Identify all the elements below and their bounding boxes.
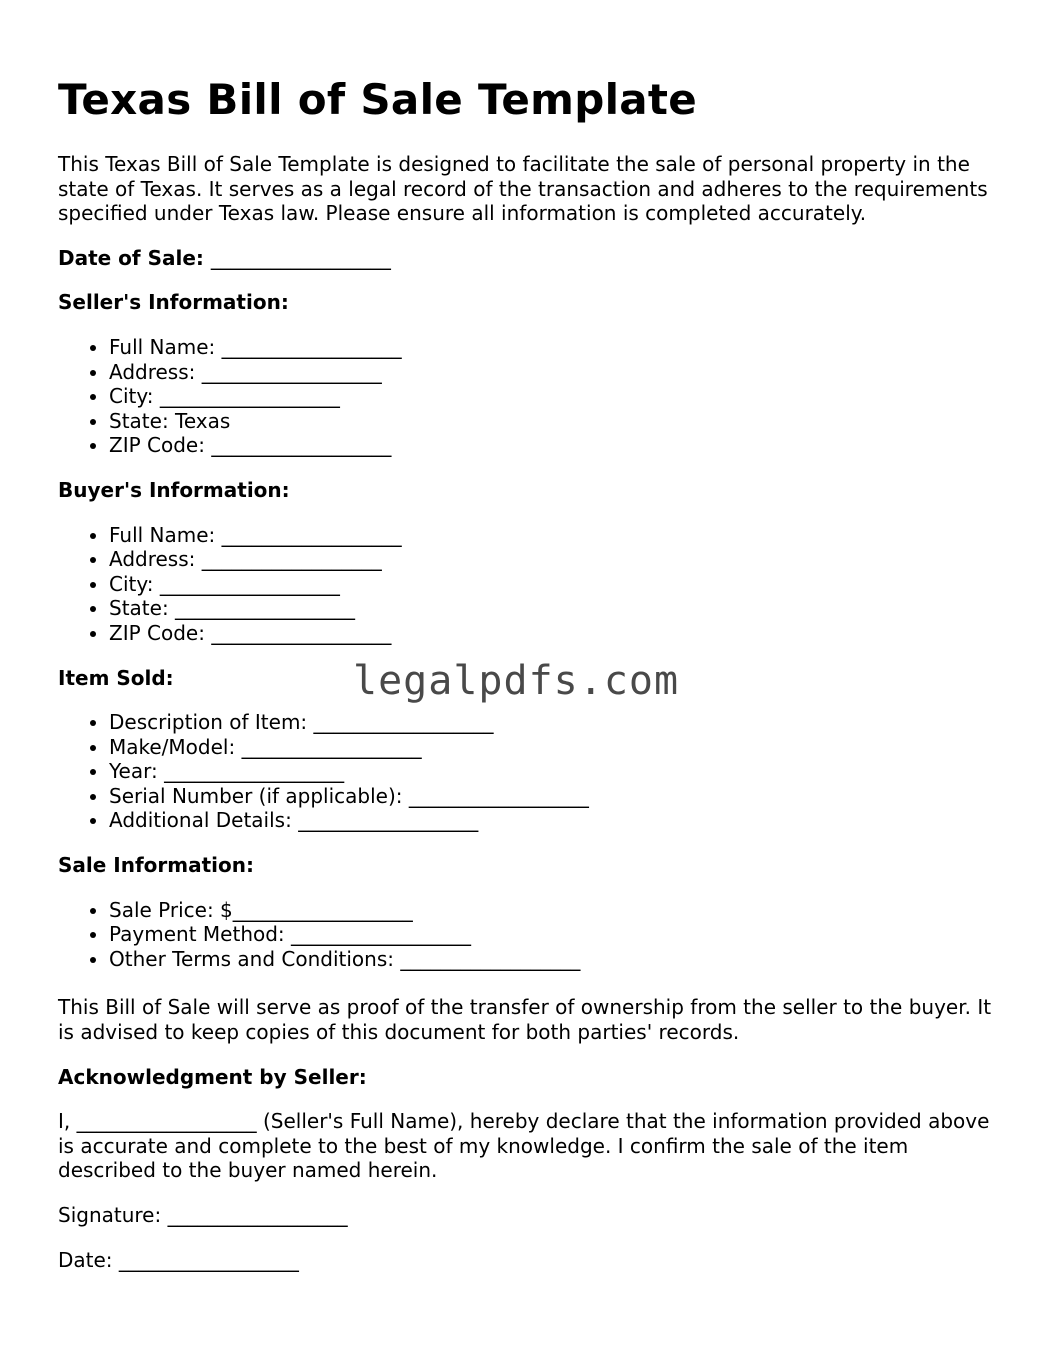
buyer-list [58, 523, 998, 646]
date-of-sale-line [58, 246, 998, 271]
signature-line: Signature: __________________ [58, 1203, 348, 1227]
seller-heading: Seller's Information: [58, 290, 289, 315]
watermark-text: legalpdfs.com [353, 658, 680, 704]
document-page [58, 0, 998, 1272]
intro-paragraph: This Texas Bill of Sale Template is designed to facilitate the sale of personal property in the state of Texas. It serves as a legal record of the transaction and adheres to the requirements specified under Texas law. Please ensure all information is completed accurately. [58, 152, 988, 226]
date-of-sale-blank: __________________ [210, 245, 391, 270]
date-of-sale-label: Date of Sale: [58, 245, 204, 270]
proof-paragraph: This Bill of Sale will serve as proof of the transfer of ownership from the seller to the buyer. It is advised to keep copies of this document for both parties' records. [58, 995, 992, 1045]
buyer-address: • Address: __________________ [109, 547, 998, 572]
other-terms: • Other Terms and Conditions: __________________ [109, 947, 998, 972]
acknowledgment-text: I, __________________ (Seller's Full Name), hereby declare that the information provided above is accurate and complete to the best of my knowledge. I confirm the sale of the item described to the buyer named herein. [58, 1109, 990, 1183]
buyer-zip: • ZIP Code: __________________ [109, 621, 998, 646]
buyer-state: • State: __________________ [109, 596, 998, 621]
seller-city: • City: __________________ [109, 384, 998, 409]
date-line: Date: __________________ [58, 1247, 299, 1272]
seller-zip: • ZIP Code: __________________ [109, 433, 998, 458]
seller-full-name: • Full Name: __________________ [109, 335, 998, 360]
document-title: Texas Bill of Sale Template [58, 75, 698, 124]
item-sold-heading: Item Sold: [58, 665, 174, 690]
item-additional-details: • Additional Details: __________________ [109, 808, 998, 833]
acknowledgment-heading: Acknowledgment by Seller: [58, 1064, 367, 1089]
sale-info-heading: Sale Information: [58, 853, 254, 878]
seller-list [58, 335, 998, 458]
seller-address: • Address: __________________ [109, 360, 998, 385]
item-description: • Description of Item: __________________ [109, 710, 998, 735]
payment-method: • Payment Method: __________________ [109, 922, 998, 947]
buyer-full-name: • Full Name: __________________ [109, 523, 998, 548]
buyer-city: • City: __________________ [109, 572, 998, 597]
buyer-heading: Buyer's Information: [58, 477, 290, 502]
seller-state: • State: Texas [109, 409, 998, 434]
sale-info-list [58, 898, 998, 972]
item-sold-list [58, 710, 998, 833]
item-serial-number: • Serial Number (if applicable): __________________ [109, 784, 998, 809]
item-year: • Year: __________________ [109, 759, 998, 784]
item-make-model: • Make/Model: __________________ [109, 735, 998, 760]
sale-price: • Sale Price: $__________________ [109, 898, 998, 923]
